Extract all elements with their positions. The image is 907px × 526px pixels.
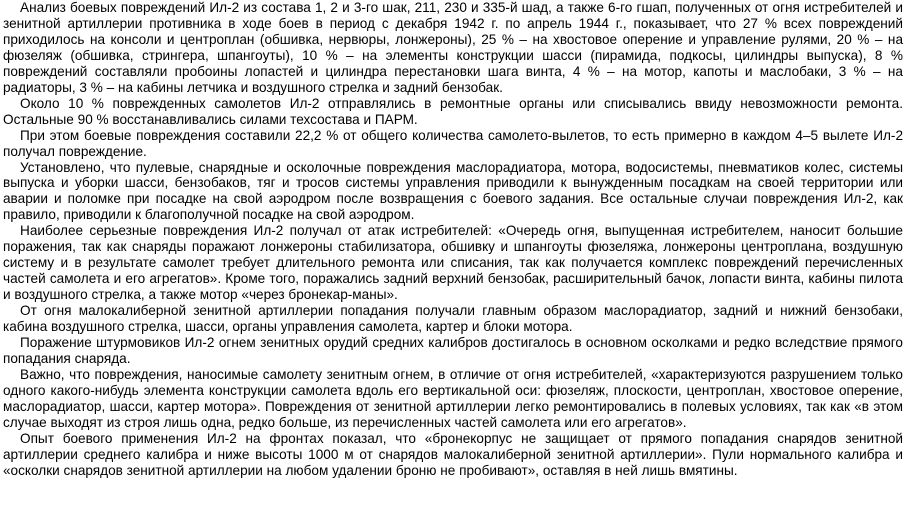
paragraph-fighter-damage: Наиболее серьезные повреждения Ил-2 получал от атак истребителей: «Очередь огня, выпущенная истребителем, наносит большие поражения, так как снаряды поражают лонжероны стабилизатора, обшивку и шпангоуты фюзеляжа, лонжероны центроплана, воздушную систему и в результате самолет требует длительного ремонта или списания, так как получается комплекс повреждений перечисленных частей самолета и его агрегатов». Кроме того, поражались задний верхний бензобак, расширительный бачок, лопасти винта, кабины пилота и воздушного стрелка, а также мотор «через бронекар-маны». xyxy=(3,223,903,303)
paragraph-damage-analysis: Анализ боевых повреждений Ил-2 из состава 1, 2 и 3-го шак, 211, 230 и 335-й шад, а также 6-го гшап, полученных от огня истребителей и зенитной артиллерии противника в ходе боев в период с декабря 1942 г. по апрель 1944 г., показывает, что 27 % всех повреждений приходилось на консоли и центроплан (обшивка, нервюры, лонжероны), 25 % – на хвостовое оперение и управление рулями, 20 % – на фюзеляж (обшивка, стрингера, шпангоуты), 10 % – на элементы конструкции шасси (пирамида, подкосы, цилиндры выпуска), 8 % повреждений составляли пробоины лопастей и цилиндра перестановки шага винта, 4 % – на мотор, капоты и маслобаки, 3 % – на радиаторы, 3 % – на кабины летчика и воздушного стрелка и задний бензобак. xyxy=(3,0,903,95)
paragraph-medium-aa-damage: Поражение штурмовиков Ил-2 огнем зенитных орудий средних калибров достигалось в основном осколками и редко вследствие прямого попадания снаряда. xyxy=(3,335,903,366)
paragraph-repair-share: Около 10 % поврежденных самолетов Ил-2 отправлялись в ремонтные органы или списывались ввиду невозможности ремонта. Остальные 90 % восстанавливались силами техсостава и ПАРМ. xyxy=(3,95,903,127)
paragraph-light-aa-damage: От огня малокалиберной зенитной артиллерии попадания получали главным образом маслорадиатор, задний и нижний бензобаки, кабина воздушного стрелка, шасси, органы управления самолета, картер и блоки мотора. xyxy=(3,303,903,335)
paragraph-armor-experience: Опыт боевого применения Ил-2 на фронтах показал, что «бронекорпус не защищает от прямого попадания снарядов зенитной артиллерии среднего калибра и ниже высоты 1000 м от снарядов малокалиберной зенитной артиллерии». Пули нормального калибра и «осколки снарядов зенитной артиллерии на любом удалении броню не пробивают», оставляя в ней лишь вмятины. xyxy=(3,430,903,478)
paragraph-aa-vs-fighters: Важно, что повреждения, наносимые самолету зенитным огнем, в отличие от огня истребителей, «характеризуются разрушением только одного какого-нибудь элемента конструкции самолета вдоль его вертикальной оси: фюзеляж, плоскости, центроплан, хвостовое оперение, маслорадиатор, шасси, картер мотора». Повреждения от зенитной артиллерии легко ремонтировались в полевых условиях, так как «в этом случае выходят из строя лишь одна, редко больше, из перечисленных частей самолета или его агрегатов». xyxy=(3,366,903,430)
paragraph-damage-rate: При этом боевые повреждения составили 22,2 % от общего количества самолето-вылетов, то есть примерно в каждом 4–5 вылете Ил-2 получал повреждение. xyxy=(3,127,903,159)
paragraph-forced-landings: Установлено, что пулевые, снарядные и осколочные повреждения маслорадиатора, мотора, водосистемы, пневматиков колес, системы выпуска и уборки шасси, бензобаков, тяг и тросов системы управления приводили к вынужденным посадкам на своей территории или аварии и поломке при посадке на свой аэродром после возвращения с боевого задания. Все остальные случаи повреждения Ил-2, как правило, приводили к благополучной посадке на свой аэродром. xyxy=(3,159,903,223)
